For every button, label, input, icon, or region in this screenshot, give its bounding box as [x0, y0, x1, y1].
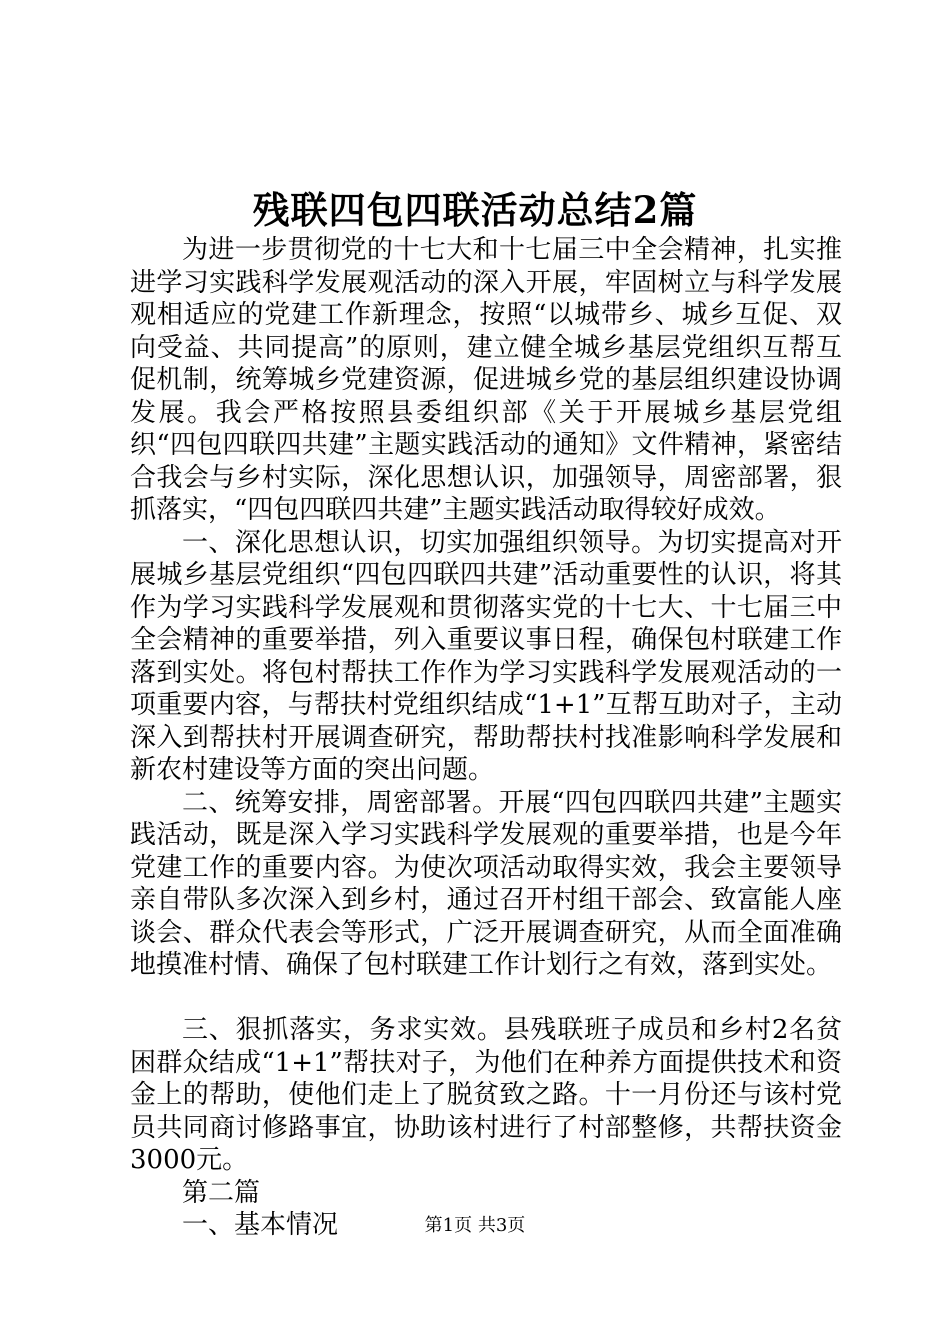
- paragraph-section-1: 一、深化思想认识，切实加强组织领导。为切实提高对开展城乡基层党组织“四包四联四共建”活动重要性的认识，将其作为学习实践科学发展观和贯彻落实党的十七大、十七届三中全会精神的重要举措，列入重要议事日程，确保包村联建工作落到实处。将包村帮扶工作作为学习实践科学发展观活动的一项重要内容，与帮扶村党组织结成“1+1”互帮互助对子，主动深入到帮扶村开展调查研究，帮助帮扶村找准影响科学发展和新农村建设等方面的突出问题。: [130, 527, 842, 785]
- paragraph-intro: 为进一步贯彻党的十七大和十七届三中全会精神，扎实推进学习实践科学发展观活动的深入开展，牢固树立与科学发展观相适应的党建工作新理念，按照“以城带乡、城乡互促、双向受益、共同提高”的原则，建立健全城乡基层党组织互帮互促机制，统筹城乡党建资源，促进城乡党的基层组织建设协调发展。我会严格按照县委组织部《关于开展城乡基层党组织“四包四联四共建”主题实践活动的通知》文件精神，紧密结合我会与乡村实际，深化思想认识，加强领导，周密部署，狠抓落实，“四包四联四共建”主题实践活动取得较好成效。: [130, 235, 842, 525]
- document-body: [130, 234, 842, 1242]
- subheading: 一、基本情况: [182, 1210, 339, 1240]
- document-title: 残联四包四联活动总结2篇: [252, 188, 698, 232]
- page-number-footer: 第1页 共3页: [424, 1215, 526, 1236]
- paragraph-section-3: 三、狠抓落实，务求实效。县残联班子成员和乡村2名贫困群众结成“1+1”帮扶对子，为他们在种养方面提供技术和资金上的帮助，使他们走上了脱贫致之路。十一月份还与该村党员共同商讨修路事宜，协助该村进行了村部整修，共帮扶资金3000元。: [130, 1015, 842, 1175]
- section-heading: 第二篇: [182, 1177, 261, 1208]
- paragraph-section-2: 二、统筹安排，周密部署。开展“四包四联四共建”主题实践活动，既是深入学习实践科学发展观的重要举措，也是今年党建工作的重要内容。为使次项活动取得实效，我会主要领导亲自带队多次深入到乡村，通过召开村组干部会、致富能人座谈会、群众代表会等形式，广泛开展调查研究，从而全面准确地摸准村情、确保了包村联建工作计划行之有效，落到实处。: [130, 787, 842, 980]
